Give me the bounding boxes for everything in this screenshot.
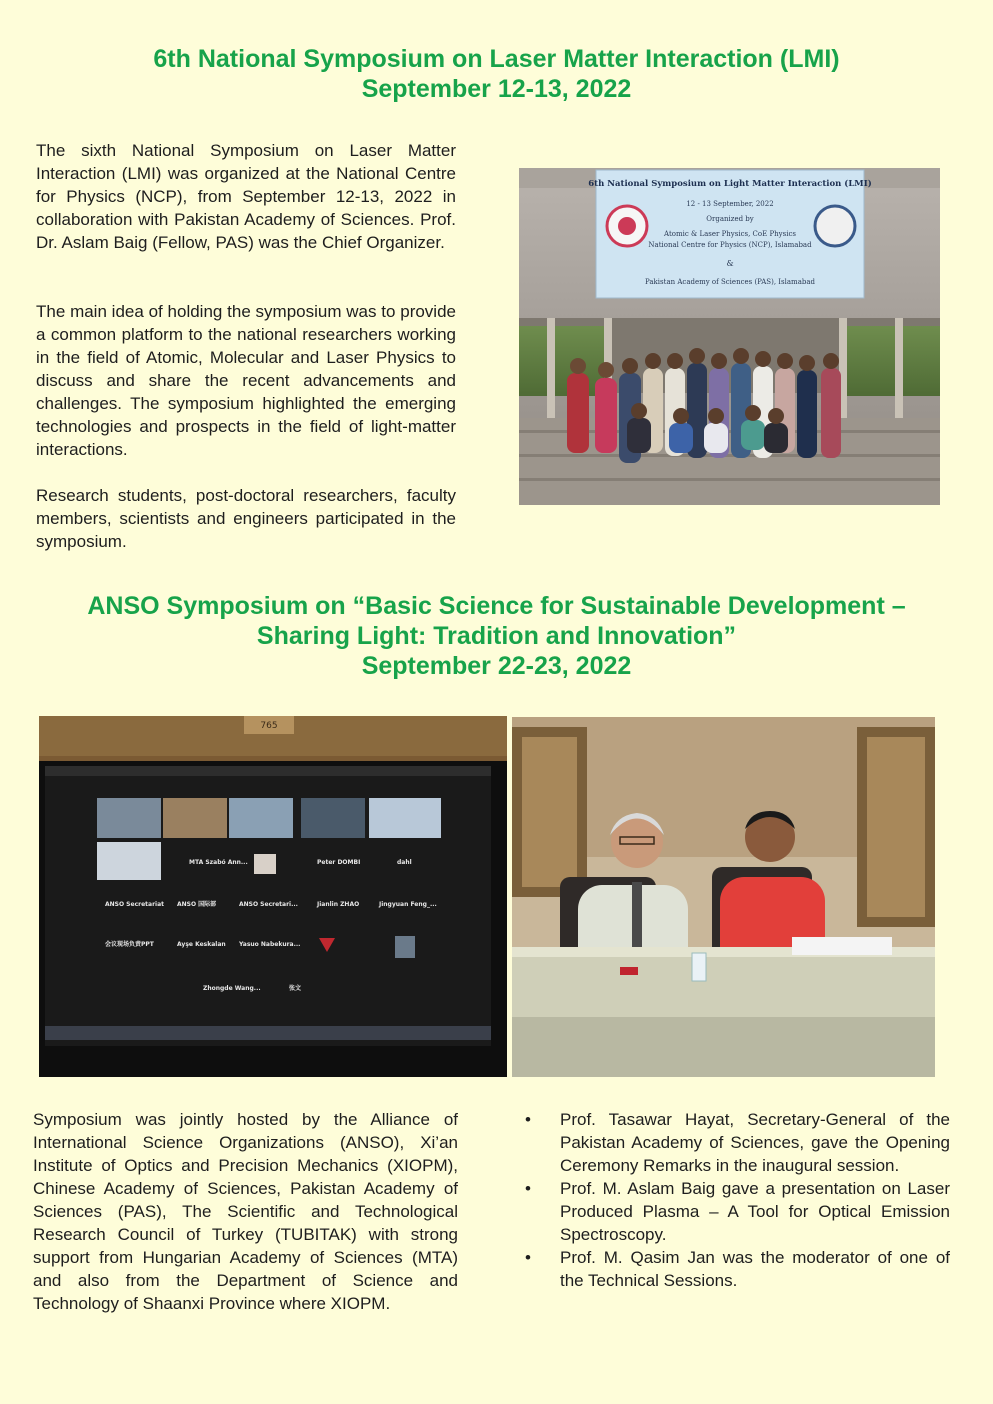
section2-title-line1: ANSO Symposium on “Basic Science for Sustainable Development –	[87, 592, 906, 620]
tile-label: Jingyuan Feng_...	[379, 901, 437, 908]
bullet-item	[522, 1246, 950, 1292]
bullet-text: Prof. Tasawar Hayat, Secretary-General of the Pakistan Academy of Sciences, gave the Opening Ceremony Remarks in the inaugural session.	[560, 1110, 950, 1175]
video-conference-image	[39, 716, 507, 1077]
banner-heading: 6th National Symposium on Light Matter Interaction (LMI)	[588, 179, 872, 189]
section2-paragraph: Symposium was jointly hosted by the Alliance of International Science Organizations (ANSO), Xi’an Institute of Optics and Precision Mechanics (XIOPM), Chinese Academy of Sciences, Pakistan Academy of Sciences (PAS), The Scientific and Technological Research Council of Turkey (TUBITAK) with strong support from Hungarian Academy of Sciences (MTA) and also from the Department of Science and Technology of Shaanxi Province where XIOPM.	[33, 1110, 458, 1313]
bullet-text: Prof. M. Aslam Baig gave a presentation on Laser Produced Plasma – A Tool for Optical Emission Spectroscopy.	[560, 1179, 950, 1244]
tile-label: MTA Szabó Ann...	[189, 859, 248, 866]
bullet-text: Prof. M. Qasim Jan was the moderator of one of the Technical Sessions.	[560, 1248, 950, 1290]
tile-label: ANSO 国际部	[177, 901, 217, 908]
tile-label: Peter DOMBI	[317, 859, 361, 866]
bullet-dot-icon: •	[525, 1248, 531, 1267]
banner-dates: 12 - 13 September, 2022	[686, 200, 774, 208]
section2-title-line3: September 22-23, 2022	[361, 652, 632, 680]
banner-org1: Atomic & Laser Physics, CoE Physics	[664, 230, 796, 238]
tile-label: Zhongde Wang...	[203, 985, 261, 992]
section1-paragraph-3: Research students, post-doctoral researchers, faculty members, scientists and engineers participated in the symposium.	[36, 486, 456, 551]
tile-label: ANSO Secretariat	[105, 901, 165, 908]
tile-label: Yasuo Nabekura...	[239, 941, 301, 948]
tile-label: 会议现场负责PPT	[105, 941, 154, 948]
section1-title-line2: September 12-13, 2022	[361, 75, 632, 103]
banner-org3: Pakistan Academy of Sciences (PAS), Islamabad	[644, 278, 816, 286]
screen-room-number: 765	[260, 721, 278, 731]
group-photo-image	[519, 168, 940, 505]
section1-title	[0, 44, 993, 104]
bullet-dot-icon: •	[525, 1110, 531, 1129]
bullet-dot-icon: •	[525, 1179, 531, 1198]
tile-label: 张文	[289, 985, 302, 992]
section2-title	[0, 591, 993, 681]
panelists-image	[512, 717, 935, 1077]
section1-paragraph-1: The sixth National Symposium on Laser Matter Interaction (LMI) was organized at the National Centre for Physics (NCP), from September 12-13, 2022 in collaboration with Pakistan Academy of Sciences. Prof. Dr. Aslam Baig (Fellow, PAS) was the Chief Organizer.	[36, 141, 456, 252]
banner-amp: &	[726, 259, 734, 268]
section1-paragraph-2: The main idea of holding the symposium was to provide a common platform to the national researchers working in the field of Atomic, Molecular and Laser Physics to discuss and share the recent advancements and challenges. The symposium highlighted the emerging technologies and prospects in the field of light-matter interactions.	[36, 302, 456, 459]
video-conference-photo	[39, 716, 507, 1077]
group-photo	[519, 168, 940, 505]
banner-organized-by: Organized by	[706, 215, 754, 223]
tile-label: Jianlin ZHAO	[317, 901, 360, 908]
tile-label: Ayşe Keskalan	[177, 941, 226, 948]
section2-bullet-list	[522, 1108, 950, 1292]
section1-title-line1: 6th National Symposium on Laser Matter Interaction (LMI)	[153, 45, 840, 73]
section2-title-line2: Sharing Light: Tradition and Innovation”	[256, 622, 737, 650]
panelists-photo	[512, 717, 935, 1077]
bullet-item	[522, 1108, 950, 1177]
tile-label: ANSO Secretari...	[239, 901, 298, 908]
bullet-item	[522, 1177, 950, 1246]
banner-org2: National Centre for Physics (NCP), Islamabad	[648, 241, 812, 249]
tile-label: dahl	[397, 859, 412, 866]
